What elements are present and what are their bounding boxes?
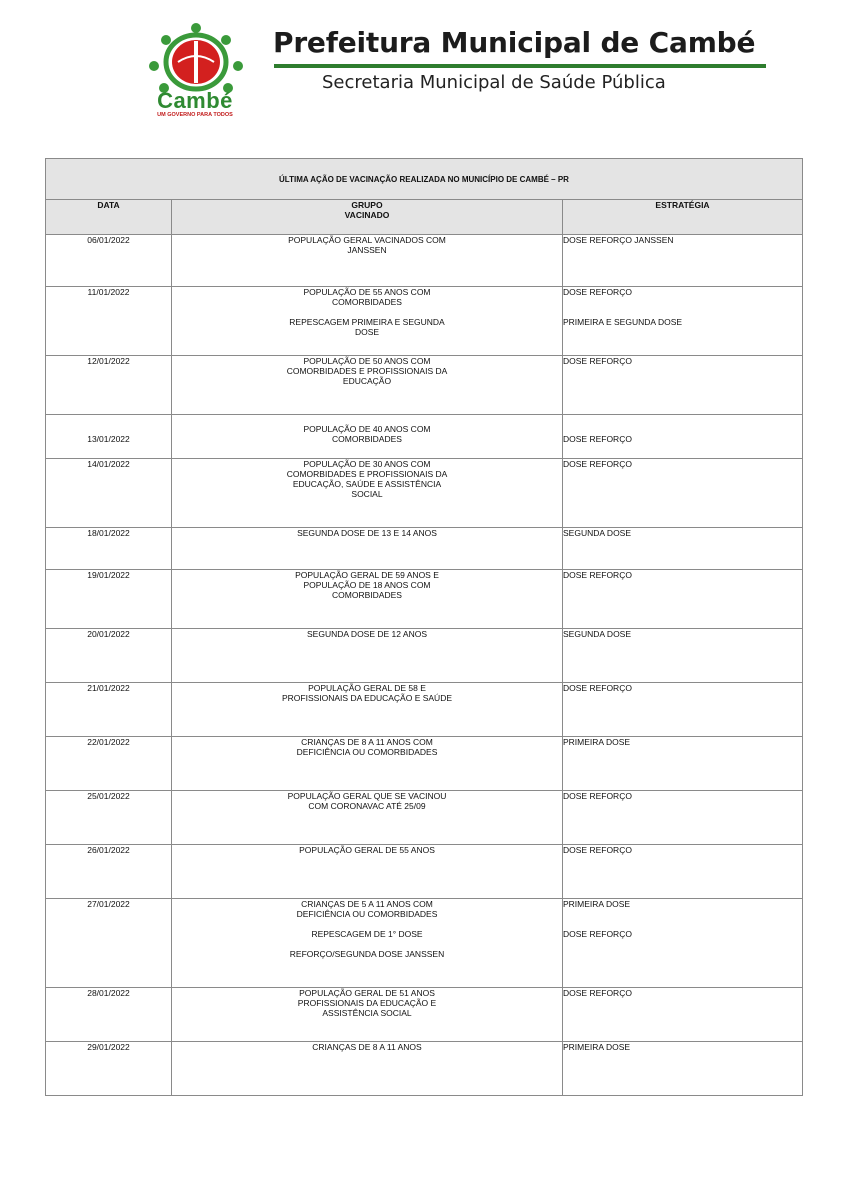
logo-tagline: UM GOVERNO PARA TODOS [157,112,233,118]
table-row [46,415,803,459]
row-strategy [563,737,803,791]
group-entry: POPULAÇÃO GERAL DE 51 ANOS PROFISSIONAIS DA EDUCAÇÃO E ASSISTÊNCIA SOCIAL [297,988,437,1018]
row-strategy [563,988,803,1042]
strategy-entry: PRIMEIRA DOSE [563,737,631,747]
table-row [46,570,803,629]
row-strategy [563,791,803,845]
row-strategy [563,899,803,988]
strategy-entry: PRIMEIRA E SEGUNDA DOSE [563,317,683,327]
group-entry: REPESCAGEM DE 1° DOSE [311,929,423,939]
page-title: Prefeitura Municipal de Cambé [273,26,756,59]
group-entry: CRIANÇAS DE 5 A 11 ANOS COM DEFICIÊNCIA OU COMORBIDADES [296,899,438,919]
strategy-entry: DOSE REFORÇO [563,356,632,366]
table-row [46,737,803,791]
row-date: 26/01/2022 [46,845,172,899]
row-group [172,683,563,737]
group-entry: POPULAÇÃO GERAL QUE SE VACINOU COM CORONAVAC ATÉ 25/09 [287,791,447,811]
vaccination-table [45,158,803,1096]
table-row [46,899,803,988]
strategy-entry: DOSE REFORÇO [563,683,632,693]
group-entry: POPULAÇÃO GERAL DE 55 ANOS [299,845,435,855]
row-date: 22/01/2022 [46,737,172,791]
row-date: 19/01/2022 [46,570,172,629]
group-entry: POPULAÇÃO DE 50 ANOS COM COMORBIDADES E PROFISSIONAIS DA EDUCAÇÃO [286,356,448,386]
row-group [172,629,563,683]
strategy-entry: SEGUNDA DOSE [563,528,632,538]
row-date: 11/01/2022 [46,287,172,356]
row-strategy [563,287,803,356]
table-row [46,683,803,737]
row-date: 14/01/2022 [46,459,172,528]
strategy-entry: DOSE REFORÇO [563,434,632,444]
row-group [172,845,563,899]
table-row [46,845,803,899]
strategy-entry: DOSE REFORÇO JANSSEN [563,235,674,245]
group-entry: POPULAÇÃO DE 55 ANOS COM COMORBIDADES [303,287,431,307]
row-group [172,988,563,1042]
group-entry: POPULAÇÃO DE 30 ANOS COM COMORBIDADES E PROFISSIONAIS DA EDUCAÇÃO, SAÚDE E ASSISTÊNCIA SOCIAL [286,459,448,499]
table-caption: ÚLTIMA AÇÃO DE VACINAÇÃO REALIZADA NO MUNICÍPIO DE CAMBÉ – PR [46,159,803,200]
row-strategy [563,845,803,899]
row-group [172,737,563,791]
row-group [172,528,563,570]
strategy-entry: DOSE REFORÇO [563,791,632,801]
row-strategy [563,459,803,528]
strategy-entry: DOSE REFORÇO [563,570,632,580]
header-date: DATA [46,200,172,235]
row-date: 25/01/2022 [46,791,172,845]
row-date: 06/01/2022 [46,235,172,287]
strategy-entry: PRIMEIRA DOSE [563,899,631,909]
row-group [172,459,563,528]
page-subtitle: Secretaria Municipal de Saúde Pública [322,72,666,93]
row-group [172,356,563,415]
row-date: 12/01/2022 [46,356,172,415]
strategy-entry: PRIMEIRA DOSE [563,1042,631,1052]
table-row [46,235,803,287]
row-strategy [563,683,803,737]
group-entry: POPULAÇÃO GERAL VACINADOS COM JANSSEN [288,235,446,255]
row-date: 13/01/2022 [46,415,172,459]
row-group [172,1042,563,1096]
row-strategy [563,528,803,570]
row-strategy [563,356,803,415]
row-date: 28/01/2022 [46,988,172,1042]
strategy-entry: DOSE REFORÇO [563,287,632,297]
row-strategy [563,629,803,683]
row-group [172,791,563,845]
table-row [46,459,803,528]
table-row [46,791,803,845]
group-entry: REFORÇO/SEGUNDA DOSE JANSSEN [289,949,445,959]
row-group [172,287,563,356]
group-entry: CRIANÇAS DE 8 A 11 ANOS [312,1042,422,1052]
row-strategy [563,235,803,287]
row-strategy [563,570,803,629]
table-row [46,356,803,415]
row-date: 18/01/2022 [46,528,172,570]
group-entry: CRIANÇAS DE 8 A 11 ANOS COM DEFICIÊNCIA OU COMORBIDADES [296,737,438,757]
row-date: 29/01/2022 [46,1042,172,1096]
table-row [46,528,803,570]
row-group [172,415,563,459]
group-entry: SEGUNDA DOSE DE 12 ANOS [307,629,427,639]
header-group-line1: GRUPO [351,200,383,210]
strategy-entry: DOSE REFORÇO [563,845,632,855]
header-group [172,200,563,235]
group-entry: SEGUNDA DOSE DE 13 E 14 ANOS [297,528,437,538]
header-group-line2: VACINADO [344,210,390,220]
strategy-entry: DOSE REFORÇO [563,929,632,939]
group-entry: POPULAÇÃO GERAL DE 59 ANOS E POPULAÇÃO DE 18 ANOS COM COMORBIDADES [295,570,439,600]
strategy-entry: DOSE REFORÇO [563,988,632,998]
group-entry: REPESCAGEM PRIMEIRA E SEGUNDA DOSE [289,317,445,337]
strategy-entry: DOSE REFORÇO [563,459,632,469]
row-group [172,235,563,287]
title-underline [274,64,766,68]
row-date: 27/01/2022 [46,899,172,988]
group-entry: POPULAÇÃO GERAL DE 58 E PROFISSIONAIS DA EDUCAÇÃO E SAÚDE [281,683,453,703]
row-strategy [563,415,803,459]
header-strategy: ESTRATÉGIA [563,200,803,235]
table-row [46,287,803,356]
group-entry: POPULAÇÃO DE 40 ANOS COM COMORBIDADES [303,424,431,444]
row-strategy [563,1042,803,1096]
table-row [46,988,803,1042]
table-row [46,1042,803,1096]
row-date: 20/01/2022 [46,629,172,683]
row-date: 21/01/2022 [46,683,172,737]
row-group [172,570,563,629]
table-row [46,629,803,683]
strategy-entry: SEGUNDA DOSE [563,629,632,639]
row-group [172,899,563,988]
logo-wordmark: Cambé [157,88,233,113]
